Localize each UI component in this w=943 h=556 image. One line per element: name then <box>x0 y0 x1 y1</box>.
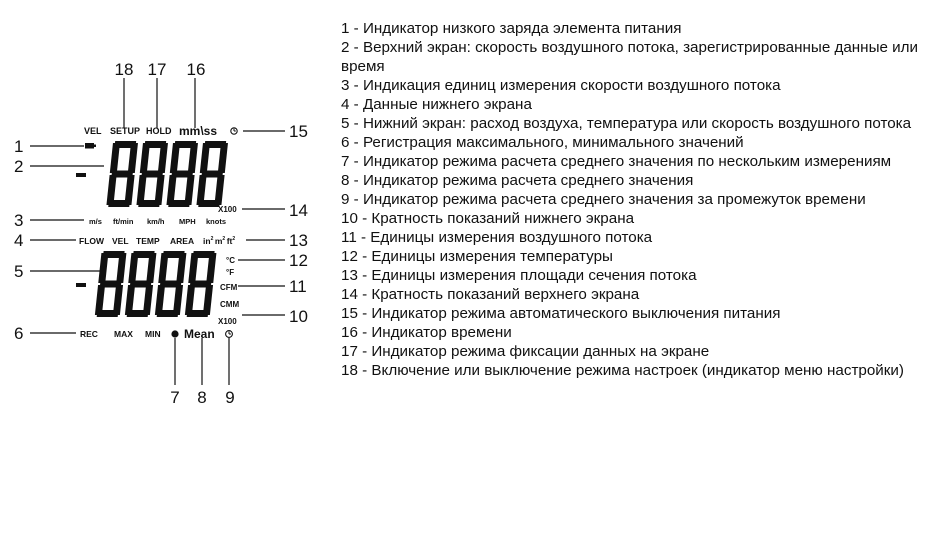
lower-digit-2-seg-c <box>143 285 153 315</box>
upper-minus-sign <box>76 173 86 177</box>
unit-in2-base: in <box>203 236 211 246</box>
unit-m2-base: m <box>214 236 223 246</box>
callout-16: 16 <box>186 60 206 79</box>
lcd-diagram <box>0 0 340 420</box>
unit-fahrenheit: °F <box>226 268 235 277</box>
callout-5: 5 <box>14 262 24 281</box>
lower-digit-2 <box>125 251 157 317</box>
legend-item-12: 12 - Единицы измерения температуры <box>341 248 613 265</box>
unit-ft2-sup: 2 <box>232 236 236 242</box>
legend-item-15: 15 - Индикатор режима автоматического выключения питания <box>341 305 781 322</box>
unit-ms: m/s <box>89 217 102 226</box>
lower-digit-2-seg-f <box>128 253 138 283</box>
callout-13: 13 <box>289 231 308 250</box>
legend-item-1: 1 - Индикатор низкого заряда элемента питания <box>341 20 682 37</box>
callout-10: 10 <box>289 307 308 326</box>
unit-m2-sup: 2 <box>222 236 226 242</box>
legend-item-3: 3 - Индикация единиц измерения скорости воздушного потока <box>341 77 781 94</box>
legend-item-18: 18 - Включение или выключение режима настроек (индикатор меню настройки) <box>341 362 904 379</box>
unit-cfm: CFM <box>220 283 238 292</box>
lower-digit-1-seg-c <box>113 285 123 315</box>
upper-digit-4 <box>196 141 228 207</box>
legend-item-16: 16 - Индикатор времени <box>341 324 512 341</box>
upper-digits <box>106 141 228 207</box>
callout-6: 6 <box>14 324 24 343</box>
upper-digit-3-seg-c <box>184 175 194 205</box>
legend-item-5: 5 - Нижний экран: расход воздуха, температура или скорость воздушного потока <box>341 115 912 132</box>
lower-x100-label: X100 <box>218 317 237 326</box>
upper-digit-2-seg-f <box>140 143 150 173</box>
auto-off-clock-icon <box>231 128 237 134</box>
lower-digits <box>95 251 217 317</box>
min-label: MIN <box>145 329 161 339</box>
lower-digit-4-seg-c <box>203 285 213 315</box>
legend-item-7: 7 - Индикатор режима расчета среднего значения по нескольким измерениям <box>341 153 892 170</box>
upper-x100-label: X100 <box>218 205 237 214</box>
lower-digit-3-seg-c <box>173 285 183 315</box>
callout-9: 9 <box>225 388 235 407</box>
legend-item-2: 2 - Верхний экран: скорость воздушного потока, зарегистрированные данные или время <box>341 39 918 75</box>
callout-18: 18 <box>114 60 134 79</box>
vel-top-label: VEL <box>84 126 102 136</box>
lower-digit-3-seg-f <box>158 253 168 283</box>
unit-ftmin: ft/min <box>113 217 134 226</box>
vel-mode-label: VEL <box>112 236 129 246</box>
max-label: MAX <box>114 329 133 339</box>
callout-numbers <box>14 60 308 407</box>
mean-label: Mean <box>184 327 215 341</box>
unit-ft2-base: ft <box>226 236 233 246</box>
temp-label: TEMP <box>136 236 160 246</box>
legend-item-4: 4 - Данные нижнего экрана <box>341 96 532 113</box>
upper-digit-2-seg-c <box>154 175 164 205</box>
hold-label: HOLD <box>146 126 172 136</box>
upper-digit-1-seg-f <box>110 143 120 173</box>
legend-item-6: 6 - Регистрация максимального, минимального значений <box>341 134 744 151</box>
upper-digit-1-seg-c <box>124 175 134 205</box>
lower-minus-sign <box>76 283 86 287</box>
upper-digit-2 <box>136 141 168 207</box>
area-units <box>203 236 235 246</box>
callout-4: 4 <box>14 231 24 250</box>
unit-mph: MPH <box>179 217 196 226</box>
multi-point-average-dot <box>171 330 178 337</box>
lower-digit-3 <box>155 251 187 317</box>
rec-label: REC <box>80 329 98 339</box>
legend-item-17: 17 - Индикатор режима фиксации данных на экране <box>341 343 710 360</box>
unit-cmm: CMM <box>220 300 240 309</box>
upper-digit-4-seg-c <box>214 175 224 205</box>
unit-kmh: km/h <box>147 217 165 226</box>
lower-digit-4 <box>185 251 217 317</box>
upper-digit-1 <box>106 141 138 207</box>
legend-item-14: 14 - Кратность показаний верхнего экрана <box>341 286 640 303</box>
callout-15: 15 <box>289 122 308 141</box>
legend-item-8: 8 - Индикатор режима расчета среднего значения <box>341 172 694 189</box>
flow-label: FLOW <box>79 236 105 246</box>
callout-7: 7 <box>170 388 180 407</box>
callout-8: 8 <box>197 388 207 407</box>
unit-celsius: °C <box>226 256 235 265</box>
setup-label: SETUP <box>110 126 141 136</box>
callout-17: 17 <box>147 60 167 79</box>
callout-14: 14 <box>289 201 308 220</box>
lower-digit-1 <box>95 251 127 317</box>
unit-in2-sup: 2 <box>210 236 214 242</box>
legend-list <box>341 19 941 380</box>
callout-11: 11 <box>289 277 307 296</box>
legend-item-13: 13 - Единицы измерения площади сечения потока <box>341 267 697 284</box>
callout-2: 2 <box>14 157 24 176</box>
unit-knots: knots <box>206 217 227 226</box>
area-label: AREA <box>170 236 195 246</box>
lower-digit-4-seg-f <box>188 253 198 283</box>
legend-item-9: 9 - Индикатор режима расчета среднего значения за промежуток времени <box>341 191 866 208</box>
legend-item-10: 10 - Кратность показаний нижнего экрана <box>341 210 635 227</box>
upper-digit-4-seg-f <box>200 143 210 173</box>
time-format-label: mm\ss <box>179 124 218 138</box>
legend-item-11: 11 - Единицы измерения воздушного потока <box>341 229 653 246</box>
upper-digit-3 <box>166 141 198 207</box>
time-average-clock-icon <box>226 331 233 338</box>
upper-digit-3-seg-f <box>170 143 180 173</box>
callout-3: 3 <box>14 211 24 230</box>
lower-digit-1-seg-f <box>98 253 108 283</box>
callout-1: 1 <box>14 137 24 156</box>
callout-12: 12 <box>289 251 308 270</box>
battery-icon <box>85 143 96 149</box>
